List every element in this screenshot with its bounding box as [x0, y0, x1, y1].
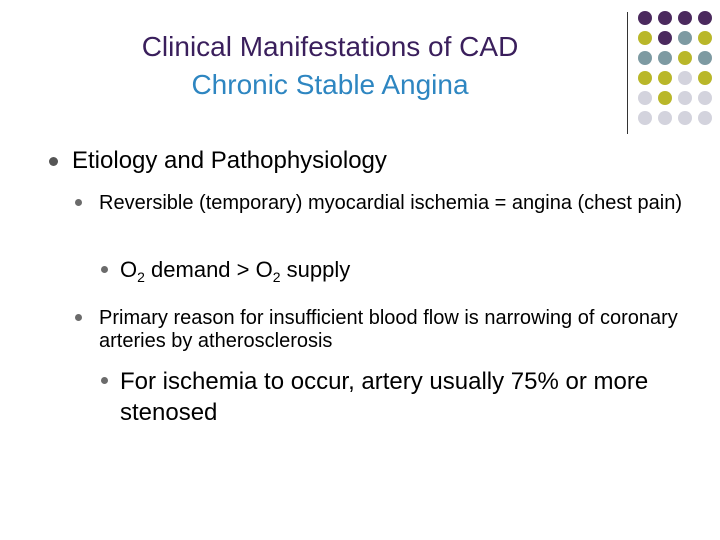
decorative-dot [698, 91, 712, 105]
bullet-etiology: Etiology and Pathophysiology [72, 147, 387, 174]
decorative-dot [698, 11, 712, 25]
decorative-dot [678, 31, 692, 45]
decorative-dot-grid [638, 11, 718, 141]
decorative-dot [638, 51, 652, 65]
decorative-dot [658, 111, 672, 125]
supply-text: supply [280, 257, 351, 282]
decorative-dot [698, 71, 712, 85]
bullet-dot-icon [101, 377, 108, 384]
demand-text: demand > O [144, 257, 273, 282]
decorative-dot [678, 51, 692, 65]
bullet-reversible-ischemia: Reversible (temporary) myocardial ischemia = angina (chest pain) [99, 192, 683, 214]
o2-supply-subscript: 2 [272, 269, 281, 285]
o2-demand-subscript: 2 [137, 269, 145, 285]
decorative-dot [698, 31, 712, 45]
decorative-dot [678, 11, 692, 25]
bullet-dot-icon [75, 314, 82, 321]
decorative-dot [658, 11, 672, 25]
bullet-dot-icon [101, 266, 108, 273]
divider-line [627, 12, 628, 134]
bullet-stenosis: For ischemia to occur, artery usually 75% or more stenosed [120, 368, 649, 426]
bullet-o2-demand-supply [120, 257, 350, 290]
bullet-dot-icon [75, 199, 82, 206]
decorative-dot [658, 31, 672, 45]
decorative-dot [638, 111, 652, 125]
decorative-dot [698, 51, 712, 65]
bullet-primary-reason: Primary reason for insufficient blood flow is narrowing of coronary arteries by atherosclerosis [99, 307, 678, 352]
decorative-dot [658, 51, 672, 65]
o2-demand-o: O [120, 257, 138, 282]
decorative-dot [638, 11, 652, 25]
decorative-dot [678, 91, 692, 105]
decorative-dot [658, 71, 672, 85]
slide-title [40, 28, 620, 104]
decorative-dot [638, 71, 652, 85]
decorative-dot [658, 91, 672, 105]
decorative-dot [678, 71, 692, 85]
decorative-dot [678, 111, 692, 125]
decorative-dot [638, 31, 652, 45]
decorative-dot [698, 111, 712, 125]
decorative-dot [638, 91, 652, 105]
bullet-dot-icon [49, 157, 58, 166]
title-line-2: Chronic Stable Angina [191, 69, 469, 100]
title-line-1: Clinical Manifestations of CAD [141, 31, 519, 62]
